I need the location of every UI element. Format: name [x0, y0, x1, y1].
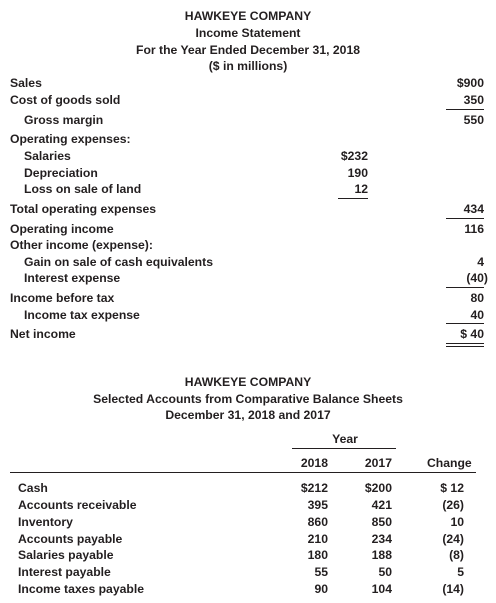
value-operating-income: 116: [464, 222, 484, 236]
cash-2018: $212: [300, 481, 328, 495]
salaries-payable-change: (8): [449, 548, 464, 562]
income-company-name: HAWKEYE COMPANY: [184, 9, 312, 23]
value-sales: $900: [456, 76, 484, 90]
value-loss-on-land: 12: [354, 182, 368, 196]
row-label-operating-expenses: Operating expenses:: [10, 132, 131, 146]
row-label-total-opex: Total operating expenses: [10, 202, 157, 216]
balance-company-name: HAWKEYE COMPANY: [184, 375, 312, 389]
year-header-rule: [292, 448, 396, 449]
double-underline-top: [446, 343, 484, 344]
value-income-tax-expense: 40: [470, 308, 484, 322]
ar-2018: 395: [307, 498, 328, 512]
balance-title: Selected Accounts from Comparative Balance Sheets: [93, 392, 403, 406]
ap-change: (24): [442, 532, 464, 546]
account-label-accounts-payable: Accounts payable: [18, 532, 123, 546]
account-label-interest-payable: Interest payable: [18, 565, 111, 579]
income-units: ($ in millions): [208, 59, 288, 73]
account-label-cash: Cash: [18, 481, 48, 495]
col-header-change: Change: [427, 456, 472, 470]
value-gain-cash-equivalents: 4: [477, 255, 484, 269]
double-underline-bottom: [446, 346, 484, 347]
salaries-payable-2018: 180: [307, 548, 328, 562]
account-label-income-taxes-payable: Income taxes payable: [18, 582, 144, 596]
row-label-sales: Sales: [10, 76, 42, 90]
ar-2017: 421: [371, 498, 392, 512]
value-interest-expense: (40): [466, 271, 488, 285]
interest-payable-2017: 50: [378, 565, 392, 579]
value-total-opex: 434: [463, 202, 484, 216]
underline-cogs: [446, 109, 484, 110]
ar-change: (26): [442, 498, 464, 512]
row-label-income-tax-expense: Income tax expense: [24, 308, 140, 322]
value-income-before-tax: 80: [470, 291, 484, 305]
row-label-loss-on-land: Loss on sale of land: [24, 182, 142, 196]
ap-2018: 210: [307, 532, 328, 546]
row-label-depreciation: Depreciation: [24, 166, 98, 180]
inventory-2018: 860: [307, 515, 328, 529]
cash-change: $ 12: [440, 481, 464, 495]
underline-total-opex: [446, 218, 484, 219]
row-label-salaries: Salaries: [24, 149, 71, 163]
underline-tax: [446, 323, 484, 324]
col-header-2018: 2018: [300, 456, 328, 470]
col-header-2017: 2017: [364, 456, 392, 470]
year-header: Year: [332, 432, 358, 446]
balance-period: December 31, 2018 and 2017: [165, 408, 331, 422]
row-label-other-income: Other income (expense):: [10, 238, 153, 252]
row-label-income-before-tax: Income before tax: [10, 291, 115, 305]
ap-2017: 234: [371, 532, 392, 546]
underline-other-income: [446, 287, 484, 288]
interest-payable-2018: 55: [314, 565, 328, 579]
row-label-cogs: Cost of goods sold: [10, 93, 121, 107]
inventory-change: 10: [450, 515, 464, 529]
inventory-2017: 850: [371, 515, 392, 529]
income-statement-title: Income Statement: [195, 26, 301, 40]
row-label-interest-expense: Interest expense: [24, 271, 121, 285]
interest-payable-change: 5: [457, 565, 464, 579]
value-salaries: $232: [340, 149, 368, 163]
row-label-operating-income: Operating income: [10, 222, 114, 236]
income-period: For the Year Ended December 31, 2018: [136, 43, 360, 57]
row-label-gross-margin: Gross margin: [24, 113, 104, 127]
income-taxes-payable-2017: 104: [371, 582, 392, 596]
value-gross-margin: 550: [463, 113, 484, 127]
value-cogs: 350: [463, 93, 484, 107]
underline-opex: [338, 198, 368, 199]
account-label-accounts-receivable: Accounts receivable: [18, 498, 137, 512]
salaries-payable-2017: 188: [371, 548, 392, 562]
value-depreciation: 190: [347, 166, 368, 180]
income-taxes-payable-change: (14): [442, 582, 464, 596]
income-taxes-payable-2018: 90: [314, 582, 328, 596]
account-label-inventory: Inventory: [18, 515, 73, 529]
row-label-gain-cash-equivalents: Gain on sale of cash equivalents: [24, 255, 213, 269]
account-label-salaries-payable: Salaries payable: [18, 548, 114, 562]
row-label-net-income: Net income: [10, 327, 76, 341]
cash-2017: $200: [364, 481, 392, 495]
header-rule: [10, 472, 476, 473]
value-net-income: $ 40: [460, 327, 484, 341]
